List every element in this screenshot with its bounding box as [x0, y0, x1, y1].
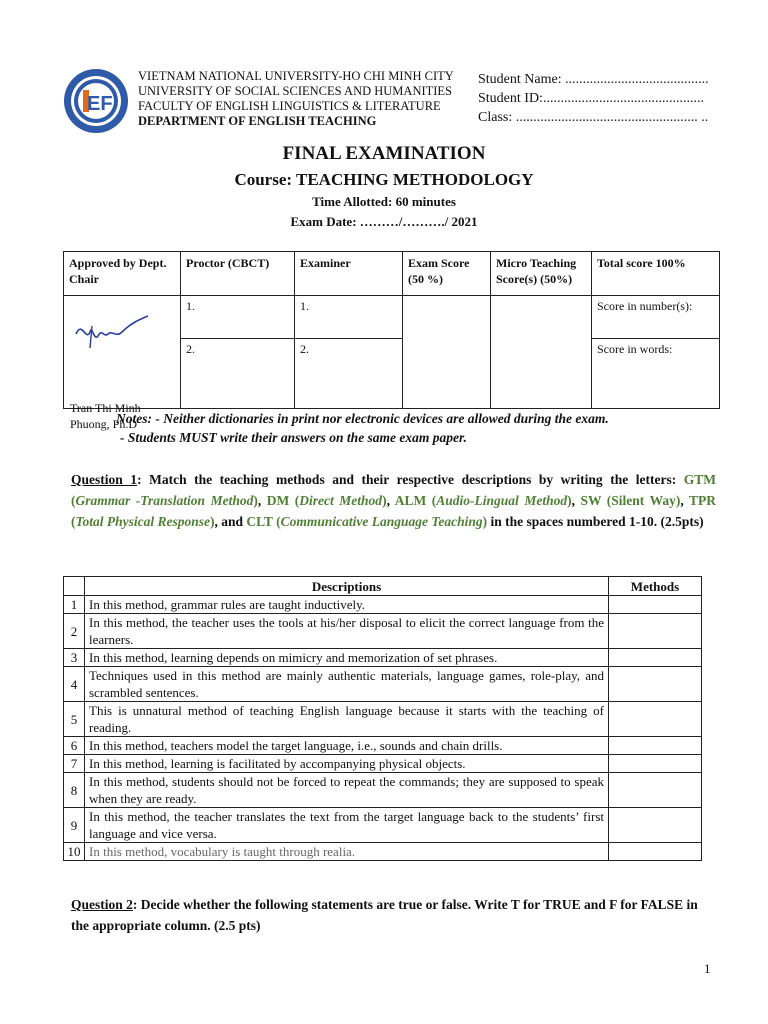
exam-title: FINAL EXAMINATION — [282, 143, 486, 164]
student-id-field[interactable]: Student ID:.............................................. — [478, 91, 704, 106]
proctor-slot-2[interactable]: 2. — [181, 339, 295, 409]
student-fields — [478, 70, 709, 127]
method-answer-cell[interactable] — [609, 773, 702, 808]
table-row: 3 In this method, learning depends on mimicry and memorization of set phrases. — [64, 649, 702, 667]
method-answer-cell[interactable] — [609, 737, 702, 755]
student-name-field[interactable]: Student Name: ......................................... — [478, 72, 709, 87]
method-answer-cell[interactable] — [609, 614, 702, 649]
method-answer-cell[interactable] — [609, 596, 702, 614]
signature-mark — [72, 312, 152, 352]
table-row: 8 In this method, students should not be forced to repeat the commands; they are supposed to speak when they are ready. — [64, 773, 702, 808]
question-1-label: Question 1 — [71, 472, 138, 487]
proctor-header: Proctor (CBCT) — [181, 252, 295, 296]
methods-header: Methods — [609, 577, 702, 596]
department-name: DEPARTMENT OF ENGLISH TEACHING — [138, 114, 377, 128]
question-1-prompt: Question 1: Match the teaching methods and their respective descriptions by writing the letters: GTM (Grammar -Translation Method), DM (Direct Method), ALM (Audio-Lingual Method), SW (Silent Way), TPR (Total Physical Response), and CLT (Communicative Language Teaching) in the spaces numbered 1-10. (2.5pts) — [71, 472, 717, 529]
question-2-label: Question 2 — [71, 897, 133, 912]
notes-line-2: - Students MUST write their answers on the same exam paper. — [120, 430, 467, 445]
descriptions-header: Descriptions — [85, 577, 609, 596]
university-line-3: FACULTY OF ENGLISH LINGUISTICS & LITERATURE — [138, 99, 441, 113]
exam-date: Exam Date: ………/………./ 2021 — [290, 214, 478, 229]
examiner-slot-2[interactable]: 2. — [295, 339, 403, 409]
proctor-slot-1[interactable]: 1. — [181, 296, 295, 339]
method-answer-cell[interactable] — [609, 808, 702, 843]
examiner-slot-1[interactable]: 1. — [295, 296, 403, 339]
total-score-header: Total score 100% — [592, 252, 720, 296]
exam-score-header: Exam Score (50 %) — [403, 252, 491, 296]
question-2-prompt: Question 2: Decide whether the following statements are true or false. Write T for TRUE and F for FALSE in the appropriate column. (2.5 pts) — [71, 897, 698, 933]
table-row: 7 In this method, learning is facilitated by accompanying physical objects. — [64, 755, 702, 773]
approval-signature-cell — [64, 296, 181, 431]
table-row: 6 In this method, teachers model the target language, i.e., sounds and chain drills. — [64, 737, 702, 755]
table-row: 1 In this method, grammar rules are taught inductively. — [64, 596, 702, 614]
page-number: 1 — [704, 961, 711, 976]
method-answer-cell[interactable] — [609, 843, 702, 861]
university-line-1: VIETNAM NATIONAL UNIVERSITY-HO CHI MINH CITY — [138, 69, 454, 83]
micro-teaching-cell[interactable] — [491, 296, 592, 409]
score-in-words-cell[interactable]: Score in words: — [592, 339, 720, 409]
university-block — [138, 69, 454, 129]
table-row: 5 This is unnatural method of teaching English language because it starts with the teaching of reading. — [64, 702, 702, 737]
course-title: Course: TEACHING METHODOLOGY — [234, 170, 534, 189]
method-answer-cell[interactable] — [609, 649, 702, 667]
svg-text:EF: EF — [87, 93, 113, 115]
examiner-header: Examiner — [295, 252, 403, 296]
class-field[interactable]: Class: .................................................... .. — [478, 110, 709, 125]
university-line-2: UNIVERSITY OF SOCIAL SCIENCES AND HUMANITIES — [138, 84, 453, 98]
approver-name: Tran Thi Minh Phuong, Ph.D — [70, 401, 141, 431]
methods-table — [63, 576, 702, 861]
approved-by-header: Approved by Dept. Chair — [64, 252, 181, 296]
exam-score-cell[interactable] — [403, 296, 491, 409]
method-answer-cell[interactable] — [609, 667, 702, 702]
micro-teaching-header: Micro Teaching Score(s) (50%) — [491, 252, 592, 296]
method-answer-cell[interactable] — [609, 755, 702, 773]
score-in-numbers-cell[interactable]: Score in number(s): — [592, 296, 720, 339]
faculty-logo — [63, 68, 129, 134]
table-row: 10 In this method, vocabulary is taught through realia. — [64, 843, 702, 861]
table-row: 4 Techniques used in this method are mainly authentic materials, language games, role-play, and scrambled sentences. — [64, 667, 702, 702]
time-allotted: Time Allotted: 60 minutes — [312, 194, 456, 209]
method-answer-cell[interactable] — [609, 702, 702, 737]
exam-notes — [116, 409, 609, 447]
notes-line-1: Notes: - Neither dictionaries in print nor electronic devices are allowed during the exam. — [116, 411, 609, 426]
table-row: 9 In this method, the teacher translates the text from the target language back to the students’ first language and vice versa. — [64, 808, 702, 843]
number-header — [64, 577, 85, 596]
table-row: 2 In this method, the teacher uses the tools at his/her disposal to elicit the correct language from the learners. — [64, 614, 702, 649]
